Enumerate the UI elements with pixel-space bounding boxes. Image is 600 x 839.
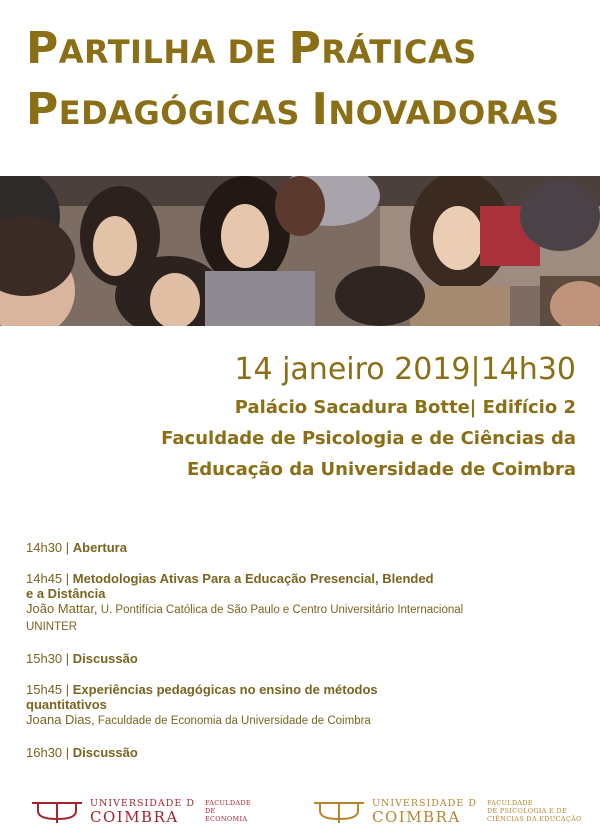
program-list (26, 540, 566, 760)
event-venue (161, 392, 576, 485)
program-item (26, 571, 566, 635)
coimbra-emblem-icon (30, 799, 84, 823)
venue-line-1: Palácio Sacadura Botte| Edifício 2 (234, 397, 576, 418)
venue-line-3: Educação da Universidade de Coimbra (186, 459, 576, 480)
program-item-heading: 15h45 | Experiências pedagógicas no ensino de métodos quantitativos (26, 682, 378, 712)
program-item (26, 540, 566, 555)
program-item (26, 682, 566, 729)
title-line-2: PEDAGÓGICAS INOVADORAS (26, 84, 560, 135)
program-item-heading: 16h30 | Discussão (26, 745, 138, 760)
program-speaker: João Mattar, U. Pontifícia Católica de São Paulo e Centro Universitário Internacional UNINTER (26, 601, 464, 633)
classroom-photo (0, 176, 600, 326)
program-speaker: Joana Dias, Faculdade de Economia da Universidade de Coimbra (26, 712, 371, 727)
university-city: COIMBRA (372, 808, 461, 826)
program-item-heading: 14h45 | Metodologias Ativas Para a Educação Presencial, Blended e a Distância (26, 571, 434, 601)
poster-title (26, 20, 586, 142)
venue-line-2: Faculdade de Psicologia e de Ciências da (161, 428, 576, 449)
event-date: 14 janeiro 2019|14h30 (234, 352, 576, 387)
coimbra-emblem-icon (312, 799, 366, 823)
uc-economia-logo (30, 798, 251, 826)
program-item (26, 745, 566, 760)
university-name: UNIVERSIDADE D (90, 798, 195, 809)
faculty-name: FACULDADE DE PSICOLOGIA E DE CIÊNCIAS DA EDUCAÇÃO (486, 798, 582, 823)
faculty-name: FACULDADE DE ECONOMIA (204, 798, 251, 823)
university-city: COIMBRA (90, 808, 179, 826)
program-item-heading: 15h30 | Discussão (26, 651, 138, 666)
program-item-heading: 14h30 | Abertura (26, 540, 127, 555)
students-photo-illustration (0, 176, 600, 326)
footer-logos (0, 790, 600, 830)
title-line-1: PARTILHA DE PRÁTICAS (26, 23, 477, 74)
uc-fpce-logo (312, 798, 582, 826)
university-name: UNIVERSIDADE D (372, 798, 477, 809)
event-details (161, 350, 576, 485)
program-item (26, 651, 566, 666)
